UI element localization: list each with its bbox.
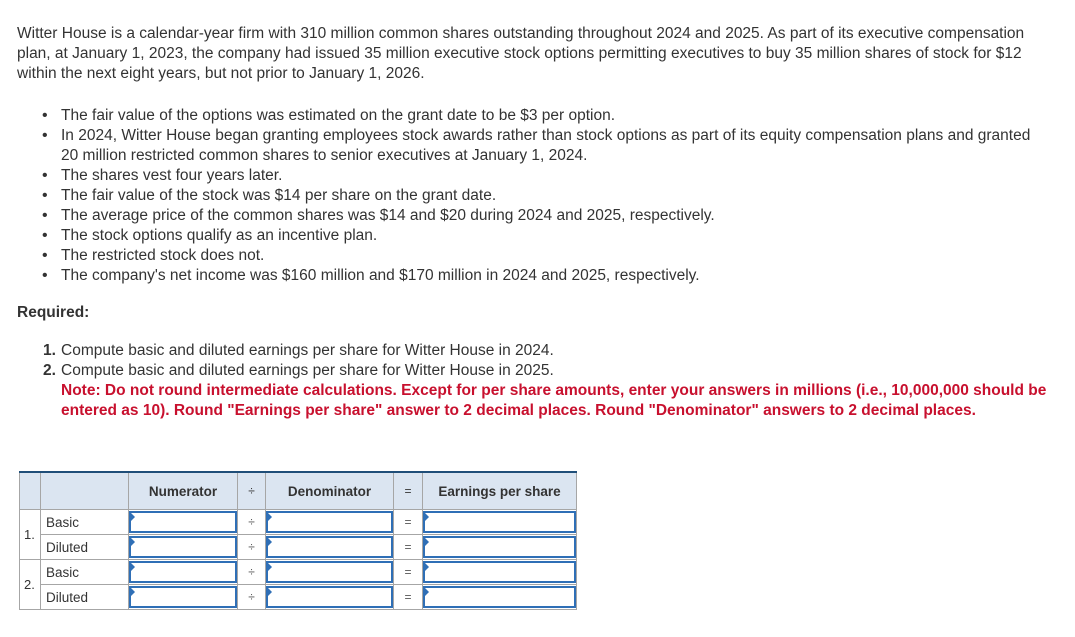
- divide-sign: ÷: [238, 535, 266, 560]
- requirement-item: [43, 361, 1053, 381]
- problem-intro: Witter House is a calendar-year firm with 310 million common shares outstanding throughout 2024 and 2025. As part of its executive compensation plan, at January 1, 2023, the company had issued 35 million executive stock options permitting executives to buy 35 million shares of stock for $12 within the next eight years, but not prior to January 1, 2026.: [17, 25, 1025, 82]
- requirement-text: Compute basic and diluted earnings per share for Witter House in 2025.: [61, 362, 554, 379]
- required-heading: Required:: [17, 304, 90, 321]
- fact-item: • The stock options qualify as an incentive plan.: [42, 226, 1032, 246]
- eps-input[interactable]: [423, 536, 576, 558]
- fact-item: • The fair value of the options was estimated on the grant date to be $3 per option.: [42, 106, 1032, 126]
- fact-item: • The restricted stock does not.: [42, 246, 1032, 266]
- table-header-row: [20, 472, 577, 510]
- divide-sign: ÷: [238, 560, 266, 585]
- requirement-number: 2.: [43, 362, 56, 379]
- numerator-input[interactable]: [129, 561, 237, 583]
- instruction-note: Note: Do not round intermediate calculations. Except for per share amounts, enter your answers in millions (i.e., 10,000,000 should be entered as 10). Round "Earnings per share" answer to 2 decimal places. Round "Denominator" answers to 2 decimal places.: [61, 382, 1047, 419]
- header-blank: [20, 472, 41, 510]
- divide-sign: ÷: [238, 585, 266, 610]
- eps-answer-table: [19, 471, 577, 610]
- facts-list: [42, 106, 1032, 286]
- fact-item: • In 2024, Witter House began granting employees stock awards rather than stock options as part of its equity compensation plans and granted 20 million restricted common shares to senior executives at January 1, 2024.: [42, 126, 1032, 166]
- table-row: [20, 535, 577, 560]
- divide-sign: ÷: [238, 510, 266, 535]
- requirement-text: Compute basic and diluted earnings per share for Witter House in 2024.: [61, 342, 554, 359]
- requirements-list: [43, 341, 1053, 381]
- equals-sign: =: [394, 535, 423, 560]
- requirement-item: [43, 341, 1053, 361]
- row-label: Diluted: [41, 585, 129, 610]
- requirement-number: 1.: [43, 342, 56, 359]
- numerator-input[interactable]: [129, 511, 237, 533]
- header-denominator: Denominator: [266, 472, 394, 510]
- row-label: Basic: [41, 560, 129, 585]
- row-label: Diluted: [41, 535, 129, 560]
- table-row: [20, 510, 577, 535]
- table-row: [20, 560, 577, 585]
- fact-item: • The fair value of the stock was $14 per share on the grant date.: [42, 186, 1032, 206]
- denominator-input[interactable]: [266, 511, 393, 533]
- header-eps: Earnings per share: [423, 472, 577, 510]
- group-index: 1.: [20, 510, 41, 560]
- fact-item: • The company's net income was $160 million and $170 million in 2024 and 2025, respectively.: [42, 266, 1032, 286]
- header-blank: [41, 472, 129, 510]
- header-divide: ÷: [238, 472, 266, 510]
- equals-sign: =: [394, 585, 423, 610]
- equals-sign: =: [394, 510, 423, 535]
- table-row: [20, 585, 577, 610]
- numerator-input[interactable]: [129, 586, 237, 608]
- denominator-input[interactable]: [266, 561, 393, 583]
- eps-input[interactable]: [423, 511, 576, 533]
- header-equals: =: [394, 472, 423, 510]
- eps-input[interactable]: [423, 561, 576, 583]
- row-label: Basic: [41, 510, 129, 535]
- header-numerator: Numerator: [129, 472, 238, 510]
- fact-item: • The shares vest four years later.: [42, 166, 1032, 186]
- equals-sign: =: [394, 560, 423, 585]
- fact-item: • The average price of the common shares was $14 and $20 during 2024 and 2025, respectively.: [42, 206, 1032, 226]
- numerator-input[interactable]: [129, 536, 237, 558]
- group-index: 2.: [20, 560, 41, 610]
- denominator-input[interactable]: [266, 536, 393, 558]
- eps-input[interactable]: [423, 586, 576, 608]
- denominator-input[interactable]: [266, 586, 393, 608]
